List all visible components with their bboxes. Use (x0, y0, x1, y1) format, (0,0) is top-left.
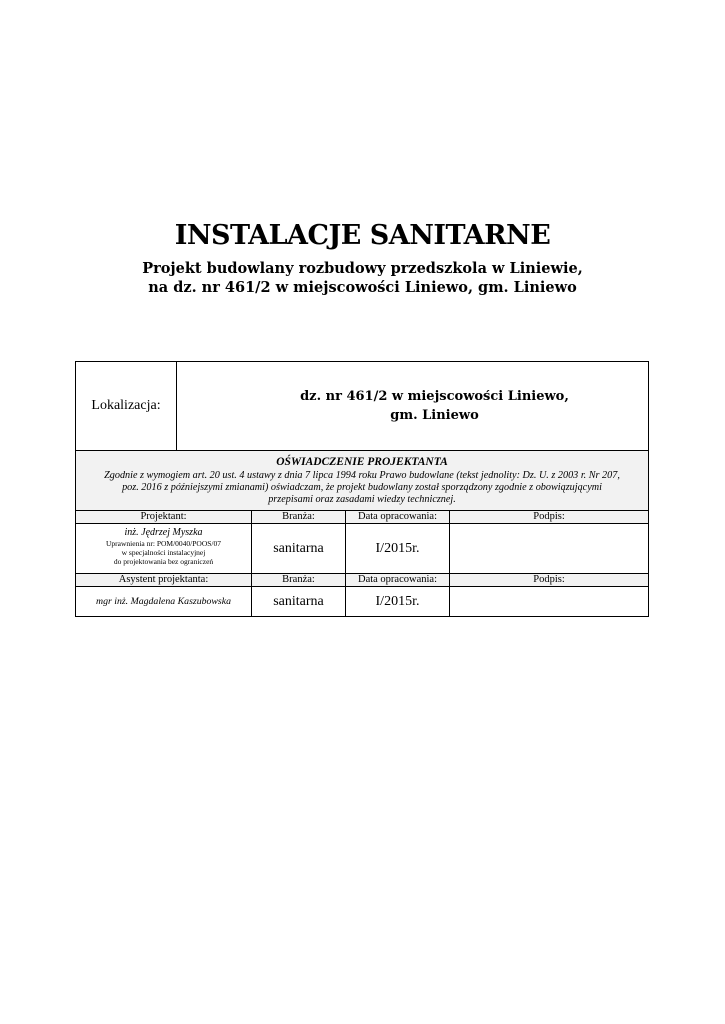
assistant-branch: sanitarna (252, 587, 346, 616)
title-block-table (75, 361, 649, 617)
location-row (76, 362, 648, 451)
assistant-signature-header: Podpis: (450, 574, 648, 587)
designer-signature-header: Podpis: (450, 511, 648, 524)
designer-date-header: Data opracowania: (346, 511, 450, 524)
designer-name: inż. Jędrzej Myszka (124, 527, 203, 538)
assistant-branch-header: Branża: (252, 574, 346, 587)
designer-cell (76, 524, 252, 574)
designer-license-line2: w specjalności instalacyjnej (121, 548, 206, 557)
assistant-date-header: Data opracowania: (346, 574, 450, 587)
designer-license-line3: do projektowania bez ograniczeń (113, 557, 214, 566)
document-subtitle-line1: Projekt budowlany rozbudowy przedszkola w Liniewie, (142, 260, 583, 277)
declaration-line2: poz. 2016 z późniejszymi zmianami) oświadczam, że projekt budowlany został sporządzony zgodnie z obowiązującymi (122, 482, 602, 493)
location-value-line1: dz. nr 461/2 w miejscowości Liniewo, (300, 389, 569, 404)
location-label: Lokalizacja: (76, 362, 177, 450)
document-title: INSTALACJE SANITARNE (174, 220, 551, 251)
designer-branch-header: Branża: (252, 511, 346, 524)
designer-date: I/2015r. (346, 524, 450, 574)
designer-declaration (76, 451, 648, 511)
assistant-role-header: Asystent projektanta: (76, 574, 252, 587)
declaration-line3: przepisami oraz zasadami wiedzy technicznej. (268, 494, 456, 505)
assistant-name: mgr inż. Magdalena Kaszubowska (76, 587, 252, 616)
location-value (177, 362, 648, 450)
designer-role-header: Projektant: (76, 511, 252, 524)
declaration-line1: Zgodnie z wymogiem art. 20 ust. 4 ustawy z dnia 7 lipca 1994 roku Prawo budowlane (tekst jednolity: Dz. U. z 2003 r. Nr 207, (104, 470, 620, 481)
declaration-title: OŚWIADCZENIE PROJEKTANTA (276, 456, 448, 468)
signatures-grid (76, 511, 648, 616)
assistant-date: I/2015r. (346, 587, 450, 616)
designer-signature (450, 524, 648, 574)
designer-license-line1: Uprawnienia nr: POM/0040/POOS/07 (106, 539, 221, 548)
assistant-signature (450, 587, 648, 616)
designer-branch: sanitarna (252, 524, 346, 574)
document-subtitle-line2: na dz. nr 461/2 w miejscowości Liniewo, gm. Liniewo (148, 279, 577, 296)
location-value-line2: gm. Liniewo (390, 408, 479, 423)
